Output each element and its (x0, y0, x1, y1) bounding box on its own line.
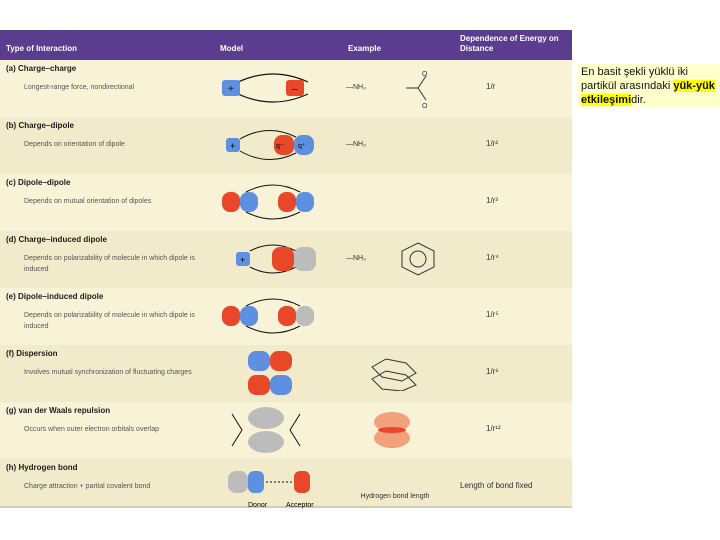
row-description: Charge attraction + partial covalent bond (24, 483, 151, 490)
dependence-value: 1/r⁵ (486, 310, 499, 319)
table-header (0, 30, 572, 60)
repulsion-model (218, 406, 328, 454)
row-description: Occurs when outer electron orbitals overlap (24, 426, 160, 433)
interaction-figure (0, 30, 572, 509)
dependence-value: 1/r (486, 82, 496, 91)
dipole-induced-dipole-example (336, 292, 454, 340)
explanation-callout (578, 64, 720, 108)
dispersion-model (218, 349, 328, 397)
dipole-dipole-example (336, 178, 454, 226)
row-description: Depends on polarizability of molecule in which dipole is induced (24, 255, 195, 273)
header-dependence: Dependence of Energy on Distance (460, 34, 559, 53)
row-description: Longest-range force, nondirectional (24, 84, 135, 91)
dependence-value: Length of bond fixed (460, 481, 533, 490)
header-example: Example (348, 44, 381, 53)
row-van-der-waals-repulsion (0, 402, 572, 461)
svg-text:q⁻: q⁻ (276, 143, 284, 150)
charge-dipole-model (218, 121, 328, 169)
dependence-value: 1/r⁴ (486, 253, 499, 262)
charge-charge-model (218, 64, 328, 112)
repulsion-example (336, 406, 454, 454)
row-dipole-induced-dipole (0, 288, 572, 347)
row-description: Depends on mutual orientation of dipoles (24, 198, 152, 205)
charge-induced-dipole-model (218, 235, 328, 283)
row-charge-induced-dipole (0, 231, 572, 290)
cyclohexane-stack (366, 355, 422, 391)
carboxylate-structure (396, 68, 446, 108)
row-title: (f) Dispersion (6, 349, 58, 358)
dependence-value: 1/r² (486, 139, 498, 148)
callout-text-1: En basit şekli yüklü iki partikül arasındaki (581, 66, 688, 92)
benzene-ring (398, 241, 438, 277)
row-description: Depends on orientation of dipole (24, 141, 125, 148)
row-title: (g) van der Waals repulsion (6, 406, 111, 415)
nh3-label: —NH₃ (346, 141, 366, 148)
row-charge-dipole (0, 117, 572, 176)
svg-text:O: O (422, 103, 428, 108)
charge-charge-example (336, 64, 454, 112)
hbond-length-label: Hydrogen bond length (360, 493, 430, 500)
row-dispersion (0, 345, 572, 404)
charge-induced-dipole-example (336, 235, 454, 283)
dispersion-example (336, 349, 454, 397)
dependence-value: 1/r³ (486, 196, 498, 205)
row-description: Depends on polarizability of molecule in which dipole is induced (24, 312, 195, 330)
row-charge-charge (0, 60, 572, 119)
svg-text:–: – (292, 84, 298, 95)
row-title: (d) Charge–induced dipole (6, 235, 107, 244)
nh3-label: —NH₃ (346, 84, 366, 91)
row-title: (a) Charge–charge (6, 64, 77, 73)
svg-text:Acceptor: Acceptor (286, 502, 314, 509)
dependence-value: 1/r¹² (486, 424, 501, 433)
svg-text:Donor: Donor (248, 502, 268, 509)
row-title: (c) Dipole–dipole (6, 178, 71, 187)
svg-text:+: + (240, 255, 246, 265)
overlapping-orbitals (372, 410, 412, 450)
svg-text:O: O (422, 71, 428, 78)
row-title: (h) Hydrogen bond (6, 463, 78, 472)
callout-highlight: yük-yük etkileşimi (581, 80, 715, 106)
header-type: Type of Interaction (6, 44, 77, 53)
callout-text-2: dir. (631, 94, 646, 106)
dipole-dipole-model (218, 178, 328, 226)
row-hydrogen-bond (0, 459, 572, 508)
row-title: (e) Dipole–induced dipole (6, 292, 104, 301)
dipole-induced-dipole-model (218, 292, 328, 340)
svg-text:+: + (228, 84, 234, 95)
nh3-label: —NH₃ (346, 255, 366, 262)
svg-text:+: + (230, 141, 236, 151)
header-model: Model (220, 44, 244, 53)
hydrogen-bond-example (336, 463, 454, 511)
charge-dipole-example (336, 121, 454, 169)
row-description: Involves mutual synchronization of fluctuating charges (24, 369, 192, 376)
row-title: (b) Charge–dipole (6, 121, 75, 130)
hydrogen-bond-model (218, 463, 328, 511)
row-dipole-dipole (0, 174, 572, 233)
dependence-value: 1/r⁶ (486, 367, 499, 376)
svg-text:q⁺: q⁺ (298, 143, 306, 150)
